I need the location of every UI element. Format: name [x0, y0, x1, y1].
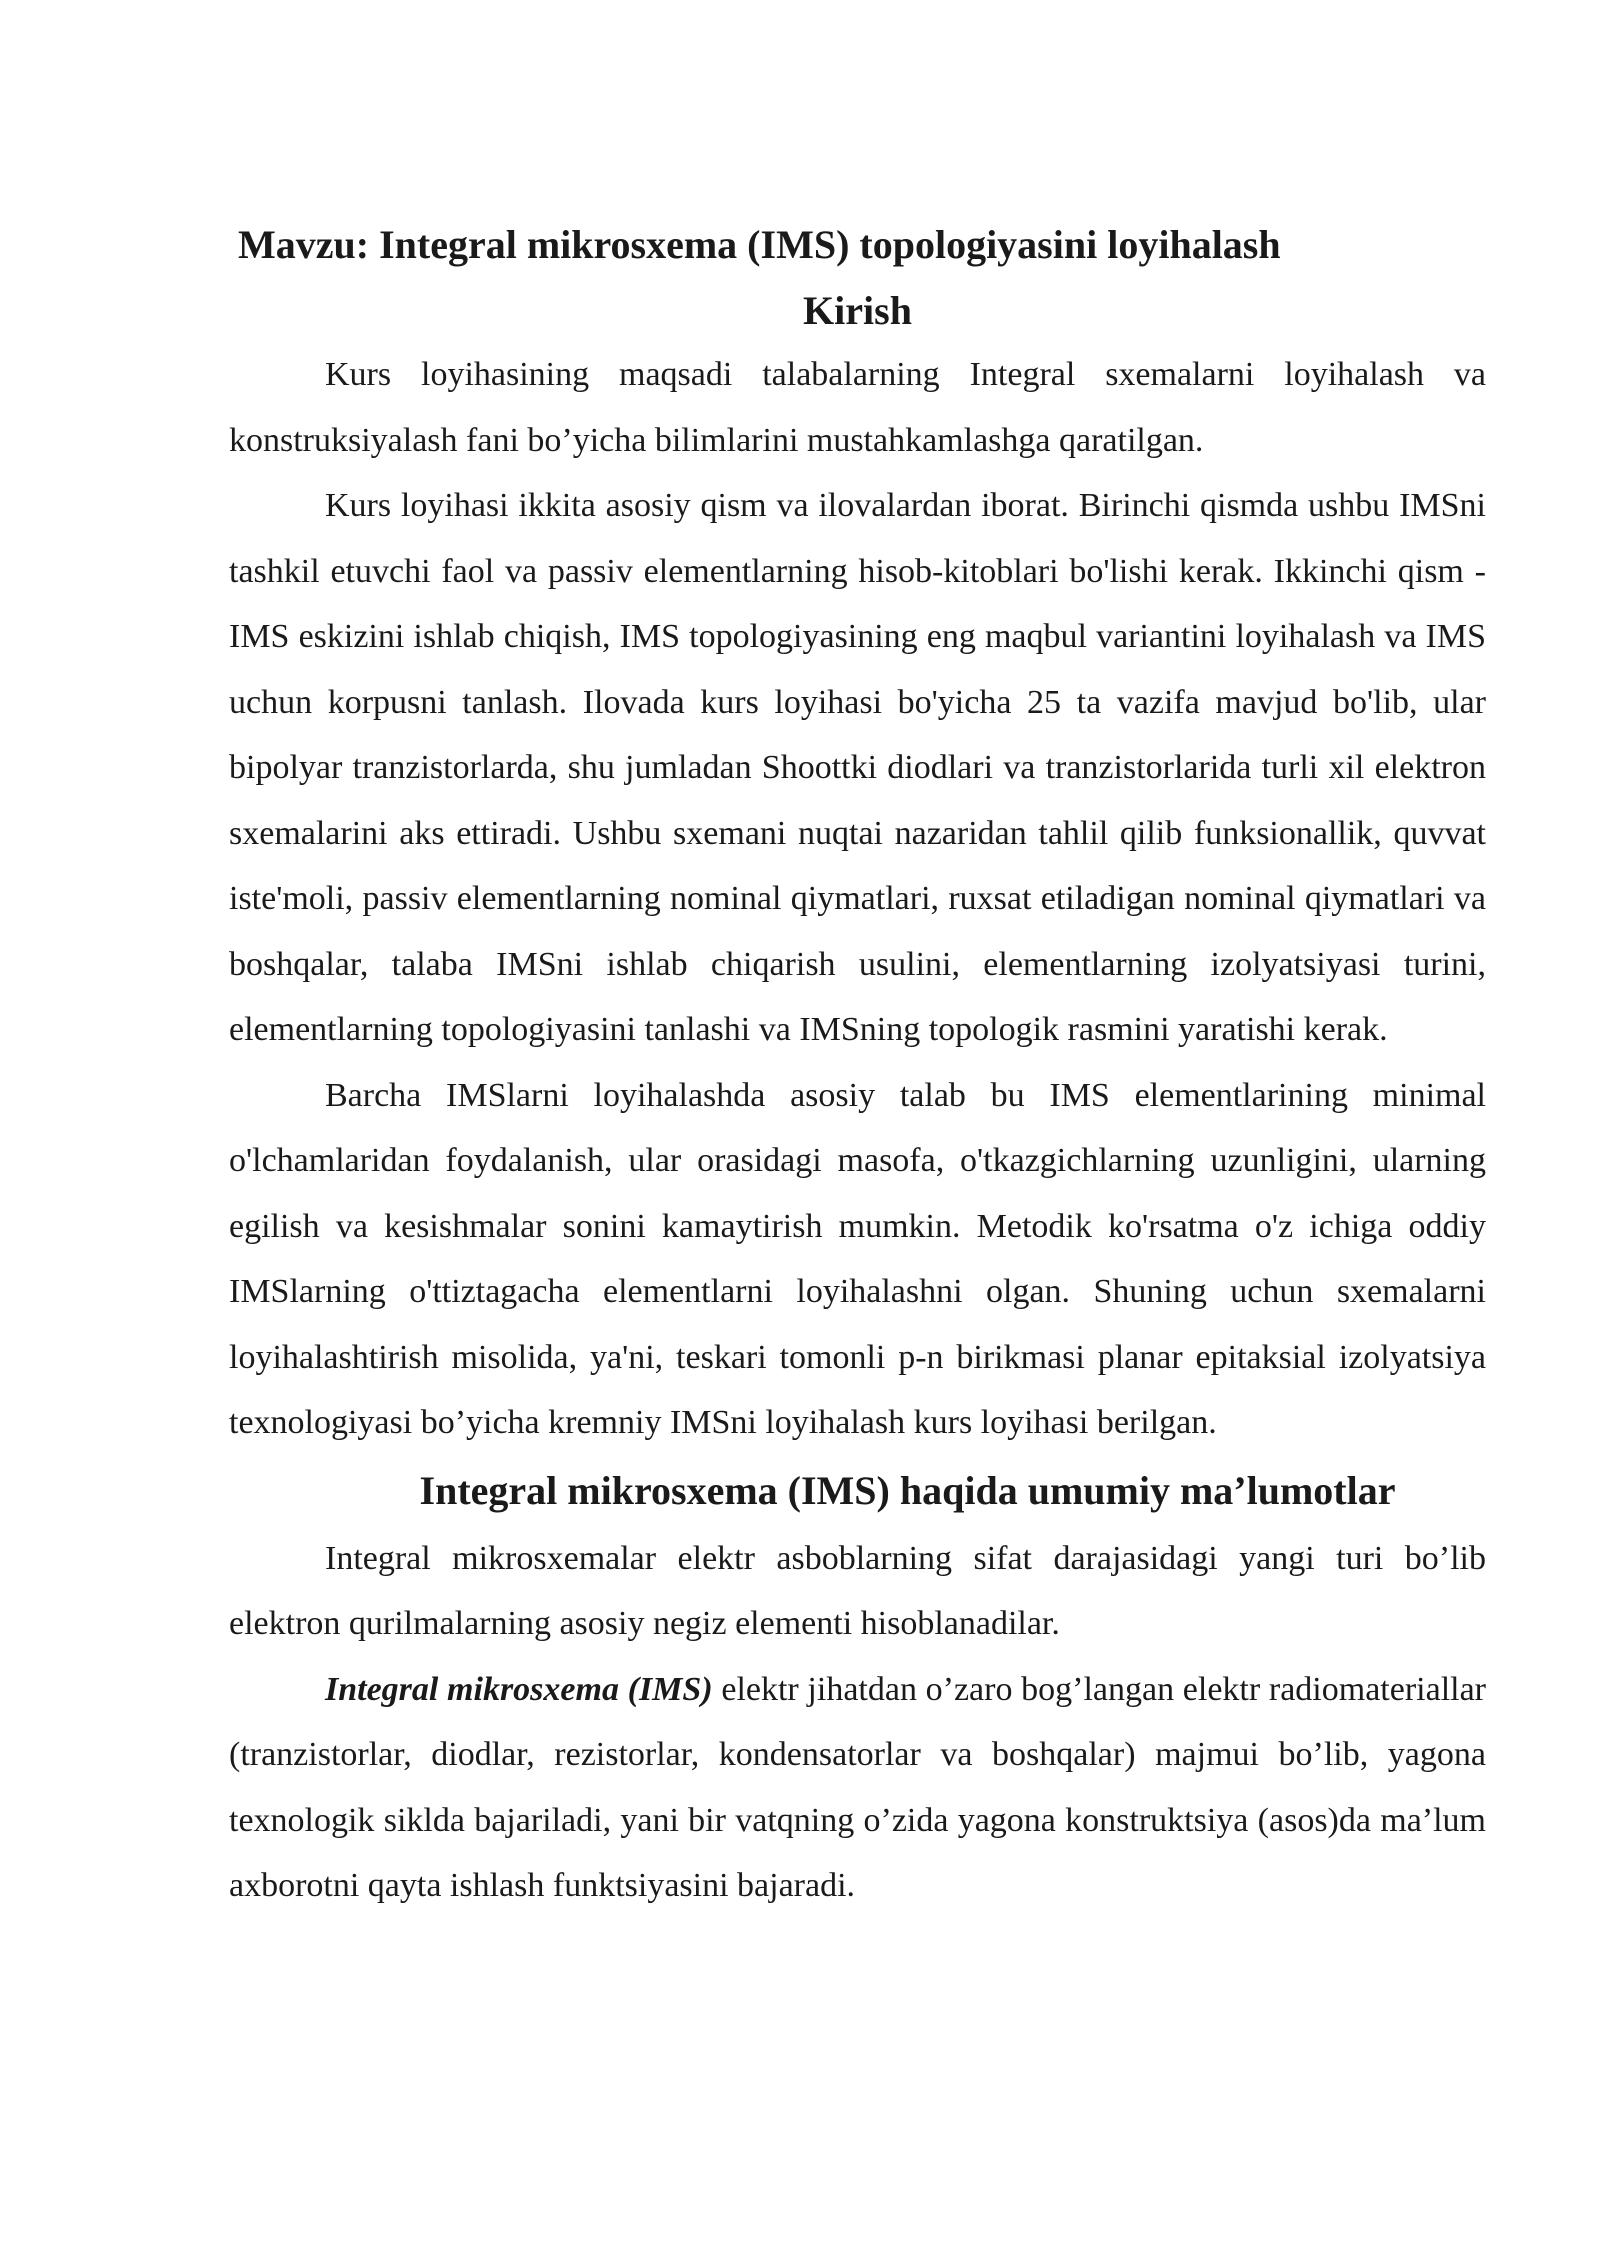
definition-text: elektr jihatdan o’zaro bog’langan elektr radiomateriallar (tranzistorlar, diodlar, rezistorlar, kondensatorlar va boshqalar) majmui bo’lib, yagona texnologik siklda bajariladi, yani bir vatqning o’zida yagona konstruktsiya (asos)da ma’lum axborotni qayta ishlash funktsiyasini bajaradi. [229, 1670, 1486, 1904]
document-subtitle: Kirish [803, 288, 912, 333]
definition-term: Integral mikrosxema (IMS) [325, 1670, 713, 1708]
section-heading: Integral mikrosxema (IMS) haqida umumiy ma’lumotlar [419, 1467, 1396, 1513]
document-page [229, 210, 1486, 1919]
definition-paragraph [229, 1657, 1486, 1919]
intro-paragraph-1: Kurs loyihasining maqsadi talabalarning Integral sxemalarni loyihalash va konstruksiyalash fani bo’yicha bilimlarini mustahkamlashga qaratilgan. [229, 356, 1486, 459]
intro-paragraph-2: Kurs loyihasi ikkita asosiy qism va ilovalardan iborat. Birinchi qismda ushbu IMSni tashkil etuvchi faol va passiv elementlarning hisob-kitoblari bo'lishi kerak. Ikkinchi qism - IMS eskizini ishlab chiqish, IMS topologiyasining eng maqbul variantini loyihalash va IMS uchun korpusni tanlash. Ilovada kurs loyihasi bo'yicha 25 ta vazifa mavjud bo'lib, ular bipolyar tranzistorlarda, shu jumladan Shoottki diodlari va tranzistorlarida turli xil elektron sxemalarini aks ettiradi. Ushbu sxemani nuqtai nazaridan tahlil qilib funksionallik, quvvat iste'moli, passiv elementlarning nominal qiymatlari, ruxsat etiladigan nominal qiymatlari va boshqalar, talaba IMSni ishlab chiqarish usulini, elementlarning izolyatsiyasi turini, elementlarning topologiyasini tanlashi va IMSning topologik rasmini yaratishi kerak. [229, 487, 1486, 1048]
intro-paragraph-3: Barcha IMSlarni loyihalashda asosiy talab bu IMS elementlarining minimal o'lchamlaridan foydalanish, ular orasidagi masofa, o'tkazgichlarning uzunligini, ularning egilish va kesishmalar sonini kamaytirish mumkin. Metodik ko'rsatma o'z ichiga oddiy IMSlarning o'ttiztagacha elementlarni loyihalashni olgan. Shuning uchun sxemalarni loyihalashtirish misolida, ya'ni, teskari tomonli p-n birikmasi planar epitaksial izolyatsiya texnologiyasi bo’yicha kremniy IMSni loyihalash kurs loyihasi berilgan. [229, 1076, 1486, 1441]
section-paragraph: Integral mikrosxemalar elektr asboblarning sifat darajasidagi yangi turi bo’lib elektron qurilmalarning asosiy negiz elementi hisoblanadilar. [229, 1539, 1486, 1642]
document-title: Mavzu: Integral mikrosxema (IMS) topologiyasini loyihalash [238, 222, 1281, 267]
